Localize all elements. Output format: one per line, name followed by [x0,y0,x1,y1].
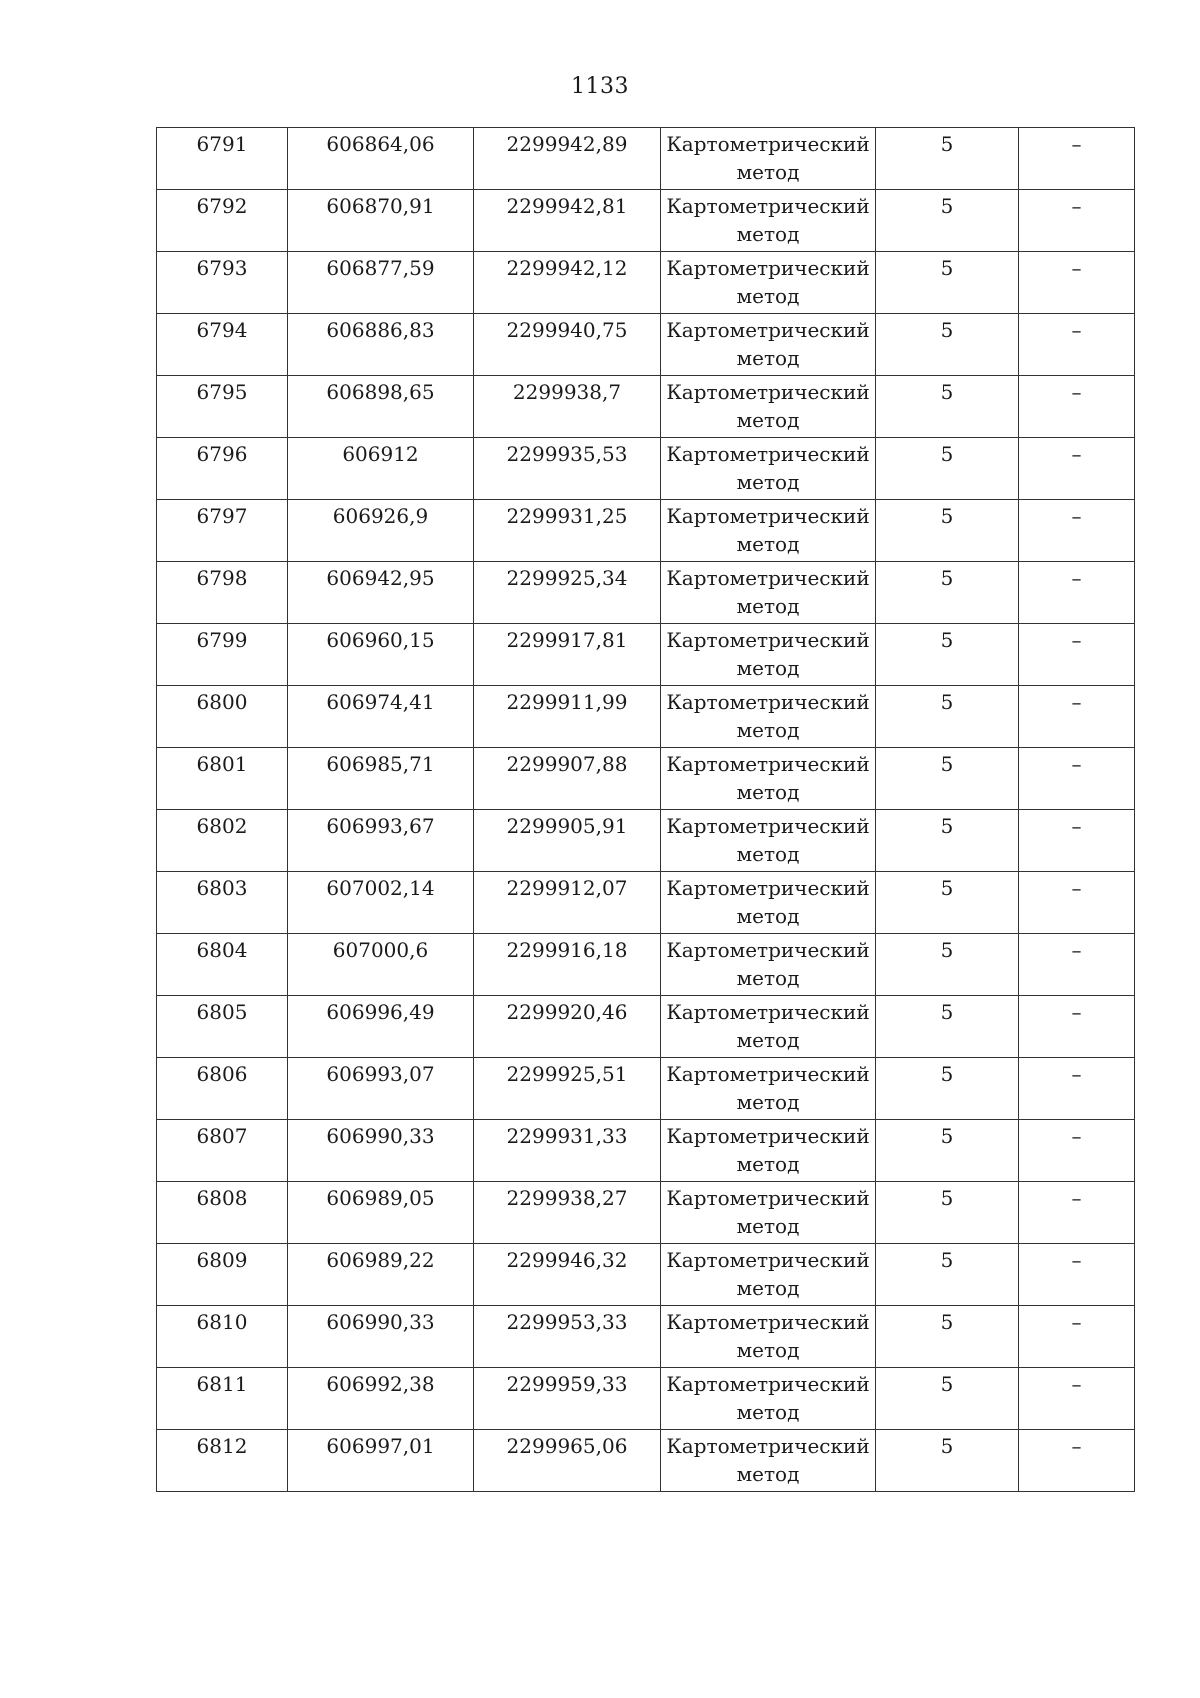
x-coordinate-cell: 606990,33 [288,1306,474,1368]
point-number-cell: 6800 [157,686,288,748]
accuracy-cell: 5 [876,810,1019,872]
method-cell: Картометрический метод [661,934,876,996]
y-coordinate-cell: 2299953,33 [474,1306,661,1368]
table-row [157,624,1135,686]
method-cell: Картометрический метод [661,376,876,438]
x-coordinate-cell: 606877,59 [288,252,474,314]
method-cell: Картометрический метод [661,810,876,872]
accuracy-cell: 5 [876,1306,1019,1368]
point-number-cell: 6793 [157,252,288,314]
note-cell: – [1019,562,1135,624]
y-coordinate-cell: 2299931,33 [474,1120,661,1182]
point-number-cell: 6794 [157,314,288,376]
accuracy-cell: 5 [876,686,1019,748]
point-number-cell: 6803 [157,872,288,934]
table-row [157,438,1135,500]
note-cell: – [1019,686,1135,748]
x-coordinate-cell: 606974,41 [288,686,474,748]
accuracy-cell: 5 [876,1182,1019,1244]
point-number-cell: 6808 [157,1182,288,1244]
accuracy-cell: 5 [876,748,1019,810]
y-coordinate-cell: 2299916,18 [474,934,661,996]
table-row [157,1120,1135,1182]
note-cell: – [1019,1368,1135,1430]
x-coordinate-cell: 606886,83 [288,314,474,376]
note-cell: – [1019,376,1135,438]
table-row [157,1244,1135,1306]
accuracy-cell: 5 [876,190,1019,252]
method-cell: Картометрический метод [661,1368,876,1430]
table-row [157,252,1135,314]
accuracy-cell: 5 [876,128,1019,190]
x-coordinate-cell: 606985,71 [288,748,474,810]
y-coordinate-cell: 2299917,81 [474,624,661,686]
note-cell: – [1019,810,1135,872]
table-row [157,314,1135,376]
note-cell: – [1019,500,1135,562]
point-number-cell: 6799 [157,624,288,686]
point-number-cell: 6809 [157,1244,288,1306]
note-cell: – [1019,1430,1135,1492]
accuracy-cell: 5 [876,996,1019,1058]
method-cell: Картометрический метод [661,1430,876,1492]
note-cell: – [1019,190,1135,252]
x-coordinate-cell: 606989,05 [288,1182,474,1244]
point-number-cell: 6812 [157,1430,288,1492]
y-coordinate-cell: 2299938,27 [474,1182,661,1244]
method-cell: Картометрический метод [661,996,876,1058]
method-cell: Картометрический метод [661,562,876,624]
x-coordinate-cell: 606993,07 [288,1058,474,1120]
y-coordinate-cell: 2299946,32 [474,1244,661,1306]
note-cell: – [1019,128,1135,190]
note-cell: – [1019,438,1135,500]
coordinates-table [156,127,1135,1492]
note-cell: – [1019,748,1135,810]
method-cell: Картометрический метод [661,500,876,562]
y-coordinate-cell: 2299911,99 [474,686,661,748]
y-coordinate-cell: 2299942,12 [474,252,661,314]
table-row [157,872,1135,934]
accuracy-cell: 5 [876,438,1019,500]
y-coordinate-cell: 2299942,81 [474,190,661,252]
x-coordinate-cell: 606989,22 [288,1244,474,1306]
note-cell: – [1019,1058,1135,1120]
note-cell: – [1019,1306,1135,1368]
x-coordinate-cell: 606926,9 [288,500,474,562]
x-coordinate-cell: 606870,91 [288,190,474,252]
method-cell: Картометрический метод [661,1058,876,1120]
note-cell: – [1019,252,1135,314]
note-cell: – [1019,1120,1135,1182]
table-row [157,562,1135,624]
method-cell: Картометрический метод [661,1244,876,1306]
point-number-cell: 6807 [157,1120,288,1182]
x-coordinate-cell: 606912 [288,438,474,500]
accuracy-cell: 5 [876,1058,1019,1120]
note-cell: – [1019,996,1135,1058]
x-coordinate-cell: 607002,14 [288,872,474,934]
x-coordinate-cell: 606993,67 [288,810,474,872]
accuracy-cell: 5 [876,624,1019,686]
x-coordinate-cell: 606942,95 [288,562,474,624]
y-coordinate-cell: 2299942,89 [474,128,661,190]
y-coordinate-cell: 2299907,88 [474,748,661,810]
table-row [157,190,1135,252]
method-cell: Картометрический метод [661,872,876,934]
y-coordinate-cell: 2299959,33 [474,1368,661,1430]
x-coordinate-cell: 606996,49 [288,996,474,1058]
method-cell: Картометрический метод [661,624,876,686]
point-number-cell: 6804 [157,934,288,996]
x-coordinate-cell: 606960,15 [288,624,474,686]
y-coordinate-cell: 2299938,7 [474,376,661,438]
y-coordinate-cell: 2299925,51 [474,1058,661,1120]
table-row [157,1368,1135,1430]
table-row [157,1182,1135,1244]
accuracy-cell: 5 [876,1368,1019,1430]
accuracy-cell: 5 [876,1120,1019,1182]
method-cell: Картометрический метод [661,748,876,810]
point-number-cell: 6810 [157,1306,288,1368]
x-coordinate-cell: 606997,01 [288,1430,474,1492]
page-number: 1133 [571,74,629,99]
method-cell: Картометрический метод [661,1120,876,1182]
point-number-cell: 6805 [157,996,288,1058]
table-row [157,1306,1135,1368]
accuracy-cell: 5 [876,376,1019,438]
accuracy-cell: 5 [876,1244,1019,1306]
y-coordinate-cell: 2299935,53 [474,438,661,500]
y-coordinate-cell: 2299912,07 [474,872,661,934]
y-coordinate-cell: 2299920,46 [474,996,661,1058]
accuracy-cell: 5 [876,500,1019,562]
method-cell: Картометрический метод [661,314,876,376]
x-coordinate-cell: 607000,6 [288,934,474,996]
point-number-cell: 6798 [157,562,288,624]
accuracy-cell: 5 [876,872,1019,934]
y-coordinate-cell: 2299965,06 [474,1430,661,1492]
y-coordinate-cell: 2299931,25 [474,500,661,562]
x-coordinate-cell: 606898,65 [288,376,474,438]
method-cell: Картометрический метод [661,190,876,252]
table-row [157,996,1135,1058]
y-coordinate-cell: 2299925,34 [474,562,661,624]
method-cell: Картометрический метод [661,252,876,314]
point-number-cell: 6791 [157,128,288,190]
point-number-cell: 6795 [157,376,288,438]
method-cell: Картометрический метод [661,1306,876,1368]
x-coordinate-cell: 606864,06 [288,128,474,190]
method-cell: Картометрический метод [661,438,876,500]
point-number-cell: 6796 [157,438,288,500]
point-number-cell: 6802 [157,810,288,872]
table-row [157,810,1135,872]
note-cell: – [1019,872,1135,934]
method-cell: Картометрический метод [661,686,876,748]
accuracy-cell: 5 [876,314,1019,376]
accuracy-cell: 5 [876,934,1019,996]
point-number-cell: 6801 [157,748,288,810]
table-row [157,1058,1135,1120]
y-coordinate-cell: 2299905,91 [474,810,661,872]
accuracy-cell: 5 [876,1430,1019,1492]
method-cell: Картометрический метод [661,128,876,190]
note-cell: – [1019,1244,1135,1306]
point-number-cell: 6811 [157,1368,288,1430]
point-number-cell: 6806 [157,1058,288,1120]
note-cell: – [1019,624,1135,686]
x-coordinate-cell: 606992,38 [288,1368,474,1430]
table-row [157,934,1135,996]
method-cell: Картометрический метод [661,1182,876,1244]
table-row [157,500,1135,562]
note-cell: – [1019,934,1135,996]
point-number-cell: 6792 [157,190,288,252]
note-cell: – [1019,314,1135,376]
x-coordinate-cell: 606990,33 [288,1120,474,1182]
table-row [157,748,1135,810]
table-row [157,128,1135,190]
accuracy-cell: 5 [876,562,1019,624]
table-row [157,1430,1135,1492]
table-row [157,376,1135,438]
accuracy-cell: 5 [876,252,1019,314]
table-row [157,686,1135,748]
y-coordinate-cell: 2299940,75 [474,314,661,376]
coordinates-table-body [157,128,1135,1492]
note-cell: – [1019,1182,1135,1244]
point-number-cell: 6797 [157,500,288,562]
